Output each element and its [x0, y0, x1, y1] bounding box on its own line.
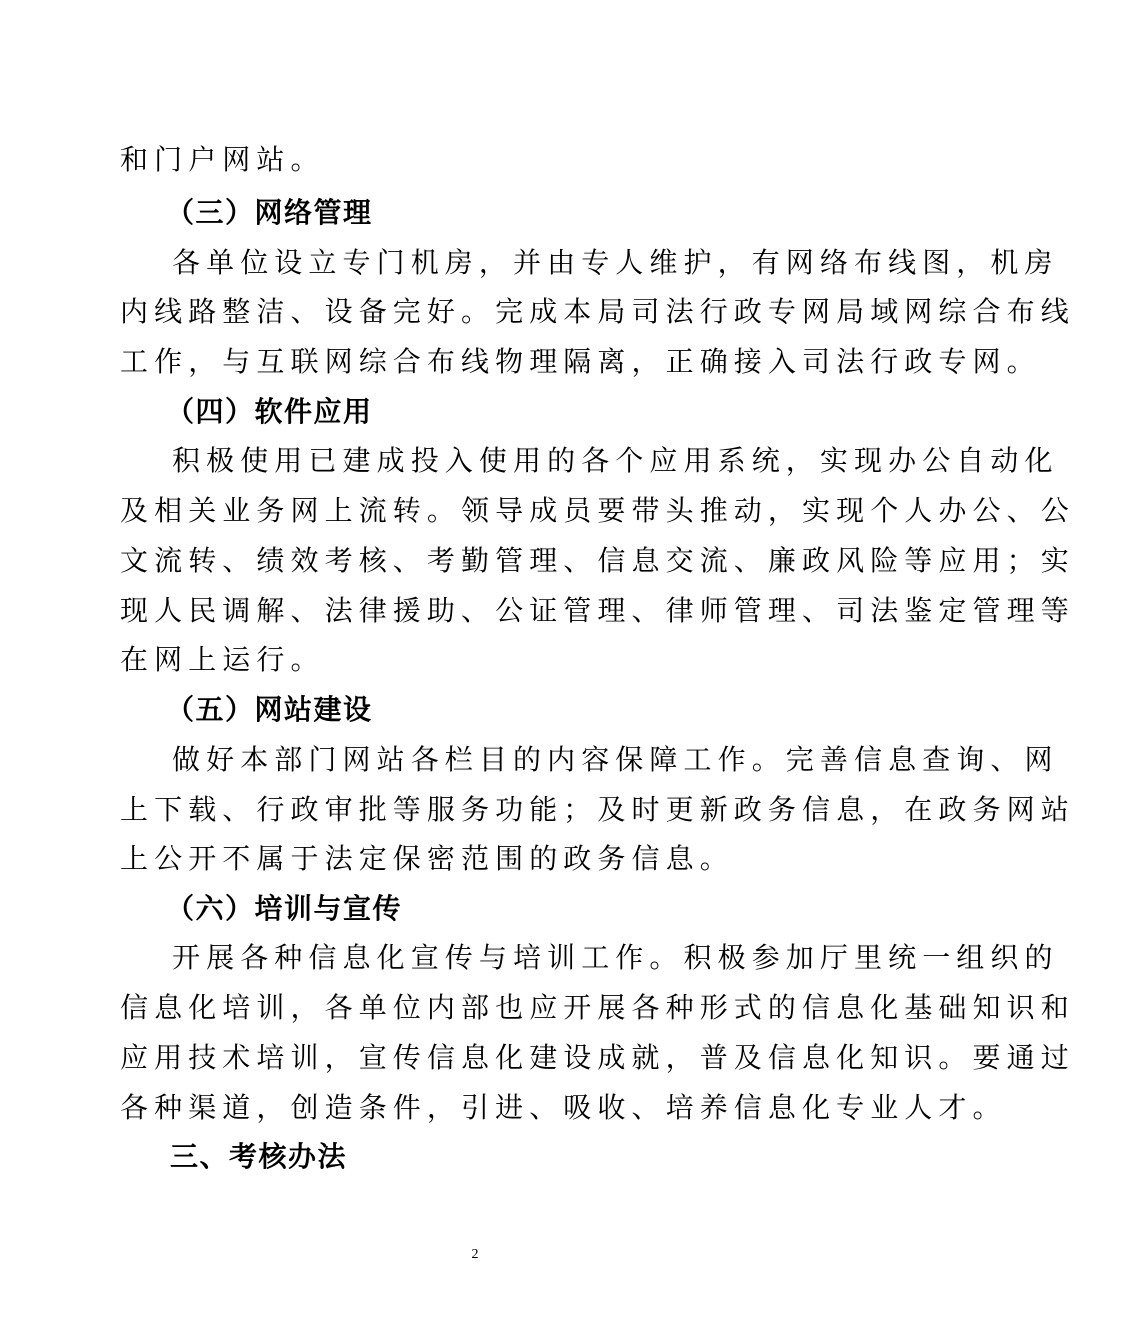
- page-number: 2: [471, 1247, 479, 1262]
- paragraph-line: 和门户网站。: [120, 143, 325, 176]
- paragraph-line: 内线路整洁、设备完好。完成本局司法行政专网局域网综合布线: [120, 295, 1075, 328]
- paragraph-line: 及相关业务网上流转。领导成员要带头推动，实现个人办公、公: [120, 494, 1075, 527]
- paragraph-line: 现人民调解、法律援助、公证管理、律师管理、司法鉴定管理等: [120, 594, 1075, 627]
- paragraph-line: 在网上运行。: [120, 643, 325, 676]
- paragraph-line: 应用技术培训，宣传信息化建设成就，普及信息化知识。要通过: [120, 1041, 1075, 1074]
- section-heading-network-management: （三）网络管理: [166, 196, 373, 229]
- section-heading-software-application: （四）软件应用: [166, 395, 373, 428]
- paragraph-line: 文流转、绩效考核、考勤管理、信息交流、廉政风险等应用；实: [120, 544, 1075, 577]
- paragraph-line: 上下载、行政审批等服务功能；及时更新政务信息，在政务网站: [120, 793, 1075, 826]
- section-heading-training-publicity: （六）培训与宣传: [166, 892, 403, 925]
- paragraph-line: 各种渠道，创造条件，引进、吸收、培养信息化专业人才。: [120, 1091, 1007, 1124]
- paragraph-line: 上公开不属于法定保密范围的政务信息。: [120, 842, 734, 875]
- paragraph-line: 开展各种信息化宣传与培训工作。积极参加厅里统一组织的: [172, 941, 1059, 974]
- paragraph-line: 工作，与互联网综合布线物理隔离，正确接入司法行政专网。: [120, 345, 1041, 378]
- paragraph-line: 各单位设立专门机房，并由专人维护，有网络布线图，机房: [172, 246, 1059, 279]
- section-heading-assessment-method: 三、考核办法: [170, 1140, 348, 1173]
- paragraph-line: 做好本部门网站各栏目的内容保障工作。完善信息查询、网: [172, 743, 1059, 776]
- paragraph-line: 积极使用已建成投入使用的各个应用系统，实现办公自动化: [172, 444, 1059, 477]
- section-heading-website-construction: （五）网站建设: [166, 693, 373, 726]
- paragraph-line: 信息化培训，各单位内部也应开展各种形式的信息化基础知识和: [120, 991, 1075, 1024]
